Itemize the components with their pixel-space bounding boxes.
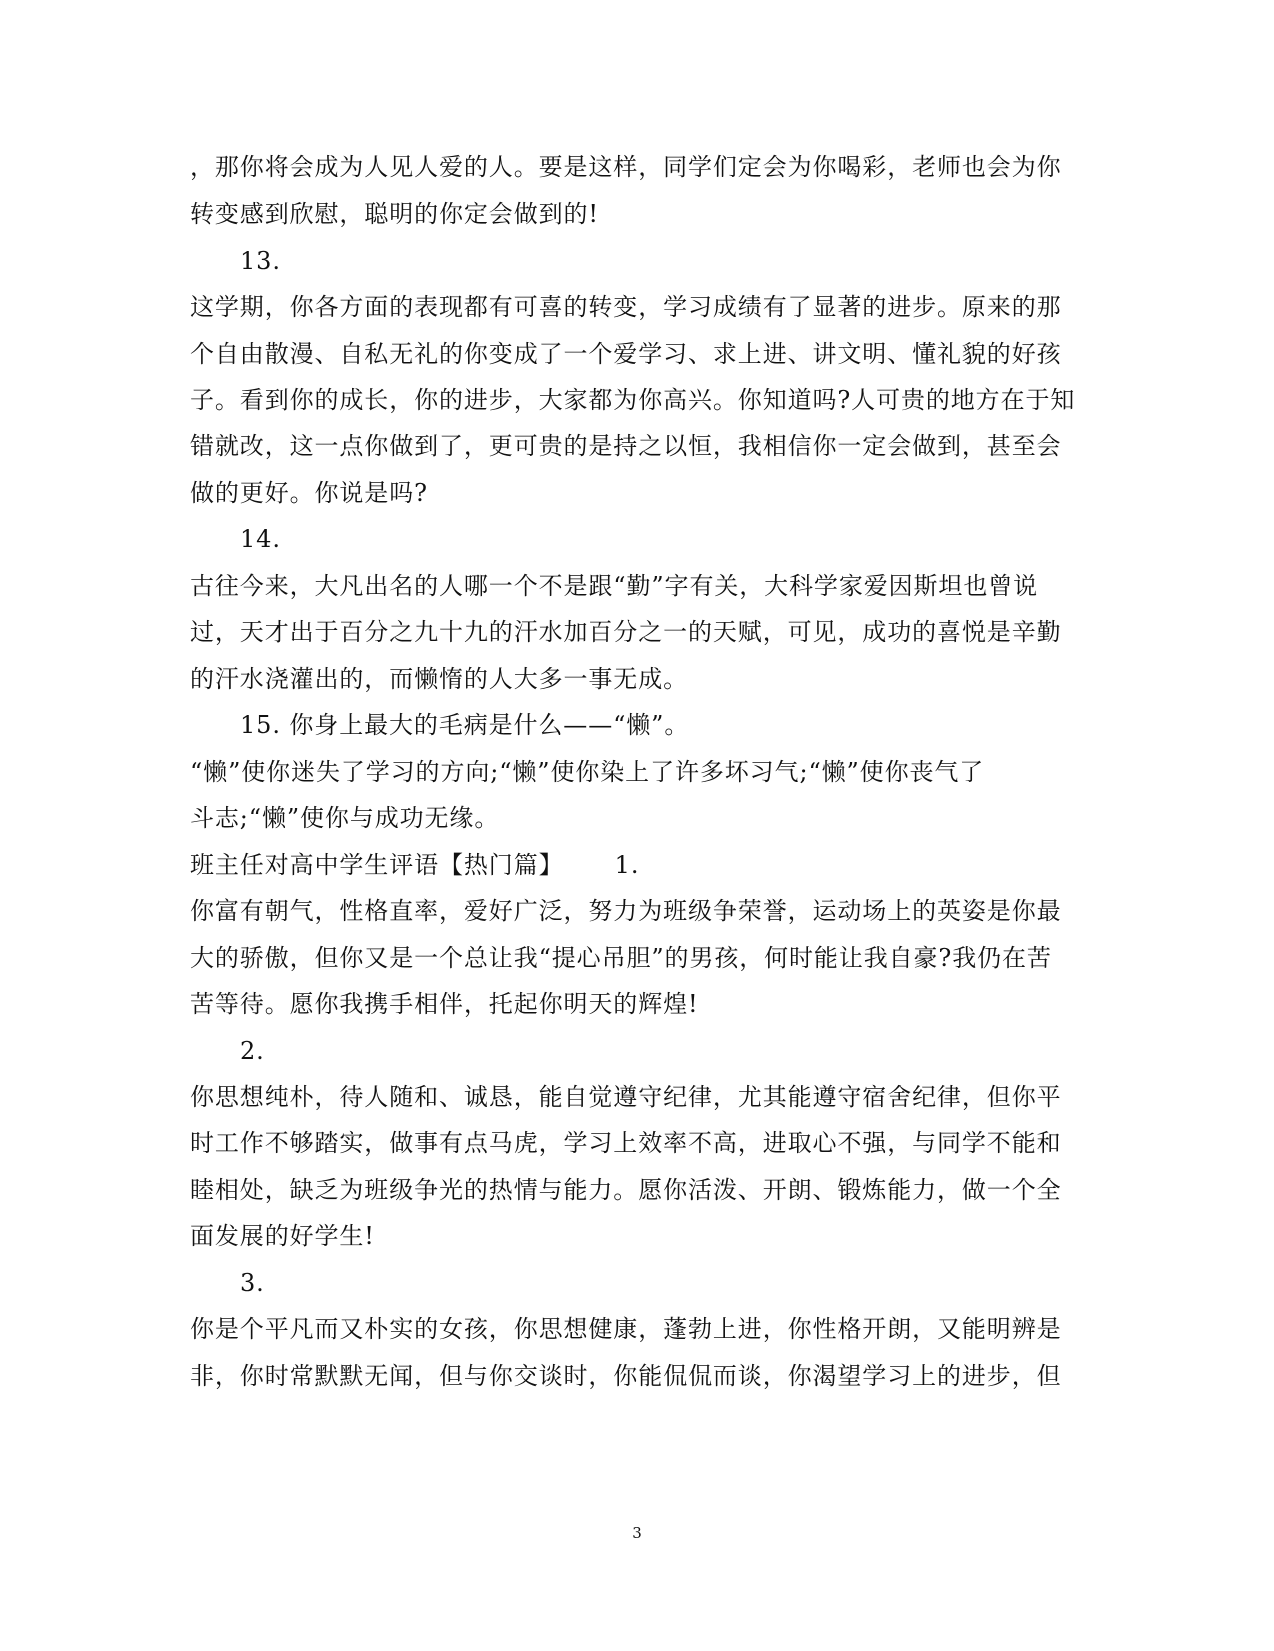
item-number: 14. [240, 525, 281, 553]
item-number: 13. [240, 247, 281, 275]
item-number: 3. [240, 1269, 265, 1297]
text-line: 子。看到你的成长，你的进步，大家都为你高兴。你知道吗?人可贵的地方在于知 [190, 386, 1076, 414]
text-line: 非，你时常默默无闻，但与你交谈时，你能侃侃而谈，你渴望学习上的进步，但 [190, 1362, 1062, 1390]
text-line: 这学期，你各方面的表现都有可喜的转变，学习成绩有了显著的进步。原来的那 [190, 293, 1062, 321]
text-line: 转变感到欣慰，聪明的你定会做到的! [190, 200, 599, 228]
text-line: 的汗水浇灌出的，而懒惰的人大多一事无成。 [190, 665, 688, 693]
item-number: 2. [240, 1037, 265, 1065]
text-line: 大的骄傲，但你又是一个总让我“提心吊胆”的男孩，何时能让我自豪?我仍在苦 [190, 944, 1052, 972]
text-line: 错就改，这一点你做到了，更可贵的是持之以恒，我相信你一定会做到，甚至会 [190, 432, 1062, 460]
text-line: 过，天才出于百分之九十九的汗水加百分之一的天赋，可见，成功的喜悦是辛勤 [190, 618, 1062, 646]
text-line: 做的更好。你说是吗? [190, 479, 428, 507]
text-line: “懒”使你迷失了学习的方向;“懒”使你染上了许多坏习气;“懒”使你丧气了 [190, 758, 985, 786]
text-line: 古往今来，大凡出名的人哪一个不是跟“勤”字有关，大科学家爱因斯坦也曾说 [190, 572, 1039, 600]
text-line: 个自由散漫、自私无礼的你变成了一个爱学习、求上进、讲文明、懂礼貌的好孩 [190, 340, 1062, 368]
text-line: 面发展的好学生! [190, 1222, 375, 1250]
text-line: ，那你将会成为人见人爱的人。要是这样，同学们定会为你喝彩，老师也会为你 [190, 153, 1062, 181]
text-line: 睦相处，缺乏为班级争光的热情与能力。愿你活泼、开朗、锻炼能力，做一个全 [190, 1176, 1062, 1204]
text-line: 你富有朝气，性格直率，爱好广泛，努力为班级争荣誉，运动场上的英姿是你最 [190, 897, 1062, 925]
text-line: 苦等待。愿你我携手相伴，托起你明天的辉煌! [190, 990, 699, 1018]
page-number: 3 [632, 1524, 642, 1542]
text-line: 斗志;“懒”使你与成功无缘。 [190, 804, 500, 832]
text-line: 你是个平凡而又朴实的女孩，你思想健康，蓬勃上进，你性格开朗，又能明辨是 [190, 1315, 1062, 1343]
text-line: 时工作不够踏实，做事有点马虎，学习上效率不高，进取心不强，与同学不能和 [190, 1129, 1062, 1157]
text-line: 你思想纯朴，待人随和、诚恳，能自觉遵守纪律，尤其能遵守宿舍纪律，但你平 [190, 1083, 1062, 1111]
section-heading: 班主任对高中学生评语【热门篇】 1. [190, 851, 640, 879]
item-heading: 15. 你身上最大的毛病是什么——“懒”。 [240, 711, 690, 739]
